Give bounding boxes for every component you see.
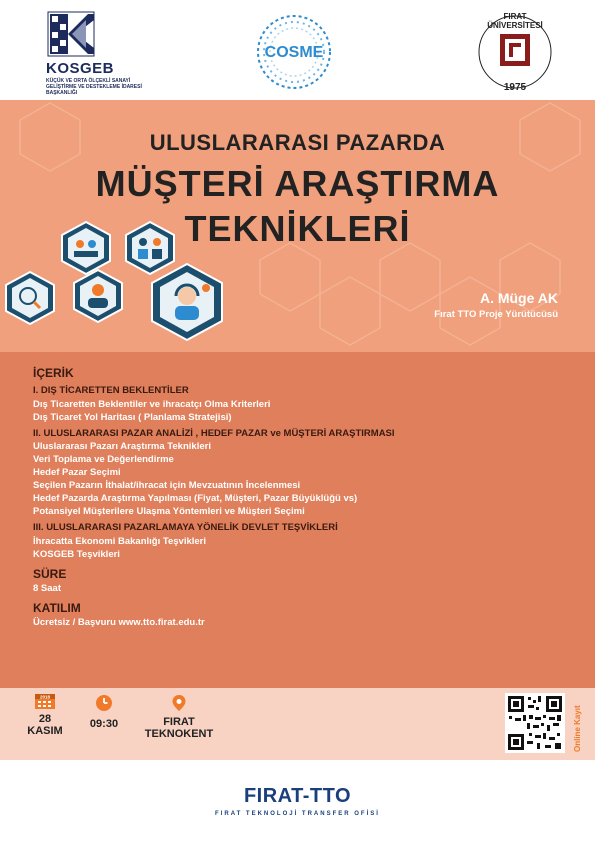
kosgeb-mark-icon [46, 10, 96, 60]
content-section [0, 352, 595, 688]
event-time-value: 09:30 [89, 718, 119, 730]
section-2-item: Veri Toplama ve Değerlendirme [33, 454, 174, 465]
event-date [22, 692, 68, 737]
firat-university-logo [475, 12, 555, 94]
online-registration-label[interactable] [570, 694, 584, 754]
event-day: 28 [38, 713, 52, 725]
title-line-3: TEKNİKLERİ [184, 208, 411, 249]
duration-value: 8 Saat [33, 582, 61, 594]
section-1-item: Dış Ticaret Yol Haritası ( Planlama Stratejisi) [33, 411, 232, 423]
cosme-wordmark: COSME [264, 44, 324, 61]
header [0, 0, 595, 100]
section-1-title: I. DIŞ TİCARETTEN BEKLENTİLER [33, 385, 189, 396]
title-banner [0, 100, 595, 352]
presenter-name: A. Müge AK [479, 290, 558, 306]
kosgeb-subtitle: KÜÇÜK VE ORTA ÖLÇEKLİ SANAYİ GELİŞTİRME VE DESTEKLEME İDARESİ BAŞKANLIĞI [46, 78, 142, 96]
section-2-item: Hedef Pazar Seçimi [33, 467, 121, 478]
content-block [33, 366, 573, 629]
event-location [144, 694, 214, 740]
presenter [434, 290, 558, 320]
online-label-text: Online Kayıt [573, 705, 582, 752]
footer [0, 760, 595, 842]
analysis-hex-icon [4, 270, 56, 326]
kosgeb-name: KOSGEB [46, 60, 115, 77]
location-pin-icon [171, 694, 187, 712]
section-3-item: KOSGEB Teşvikleri [33, 548, 120, 560]
kosgeb-logo [46, 10, 146, 95]
calendar-year: 2018 [39, 694, 51, 700]
firat-university-name: FIRAT ÜNİVERSİTESİ [487, 12, 543, 30]
section-2-title: II. ULUSLARARASI PAZAR ANALİZİ , HEDEF PAZAR ve MÜŞTERİ ARAŞTIRMASI [33, 427, 395, 439]
clock-icon [95, 694, 113, 712]
content-heading: İÇERİK [33, 366, 74, 380]
event-location-line-1: FIRAT [163, 716, 195, 728]
qr-code-icon[interactable] [505, 693, 565, 753]
firat-founding-year: 1975 [503, 82, 527, 93]
event-month: KASIM [27, 725, 63, 737]
section-2-item: Seçilen Pazarın İthalat/ihracat için Mevzuatının İncelenmesi [33, 480, 301, 491]
support-hex-icon [150, 262, 224, 342]
cosme-logo [254, 12, 334, 92]
event-time [84, 694, 124, 730]
footer-title: FIRAT-TTO [243, 785, 352, 807]
participation-value: Ücretsiz / Başvuru www.tto.firat.edu.tr [33, 616, 205, 628]
customer-hex-icon [72, 268, 124, 324]
event-info-bar [0, 688, 595, 760]
section-2-item: Hedef Pazarda Araştırma Yapılması (Fiyat, Müşteri, Pazar Büyüklüğü vs) [33, 493, 358, 504]
section-3-item: İhracatta Ekonomi Bakanlığı Teşvikleri [33, 535, 206, 547]
footer-subtitle: FIRAT TEKNOLOJİ TRANSFER OFİSİ [215, 811, 380, 817]
section-1-item: Dış Ticaretten Beklentiler ve ihracatçı Olma Kriterleri [33, 398, 271, 410]
title-line-1: ULUSLARARASI PAZARDA [149, 130, 446, 155]
section-2-item: Uluslararası Pazarı Araştırma Teknikleri [33, 441, 211, 452]
title-line-2: MÜŞTERİ ARAŞTIRMA [95, 163, 500, 204]
section-2-item: Potansiyel Müşterilere Ulaşma Yöntemleri ve Müşteri Seçimi [33, 506, 305, 517]
event-location-line-2: TEKNOKENT [144, 728, 214, 740]
presenter-role: Fırat TTO Proje Yürütücüsü [434, 309, 558, 320]
section-3-title: III. ULUSLARARASI PAZARLAMAYA YÖNELİK DEVLET TEŞVİKLERİ [33, 522, 338, 533]
duration-label: SÜRE [33, 566, 67, 581]
participation-label: KATILIM [33, 600, 81, 615]
calendar-icon [34, 692, 56, 710]
